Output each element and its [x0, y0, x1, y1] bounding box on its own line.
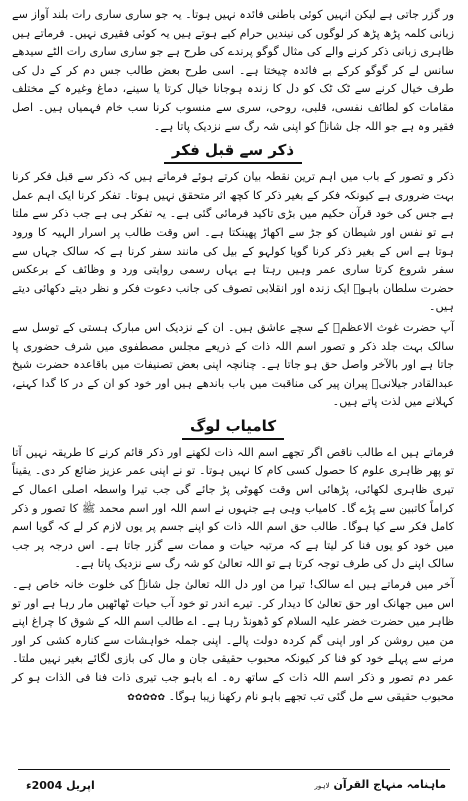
section-heading-wrapper — [12, 140, 454, 164]
footer-issue-date: اپریل 2004ء — [26, 779, 95, 792]
footer-divider — [18, 769, 450, 770]
footer-magazine-name — [315, 778, 446, 791]
section-heading-zikr-se-qabl-fikr: ذکر سے قبل فکر — [164, 140, 302, 164]
paragraph: ذکر و تصور کے باب میں اہم ترین نقطہ بیان کرتے ہوئے فرماتے ہیں کہ ذکر سے قبل فکر کرنا بہت ضروری ہے کیونکہ فکر کے بغیر ذکر کا کچھ اثر متحقق نہیں ہوتا۔ تفکر کرنا ایک اہم عمل ہے جس کی خود قرآن حکیم میں بڑی تاکید فرمائی گئی ہے۔ یہ تفکر ہی ہے جب ذکر سے ملتا ہے تو نفس اور شیطان کو جڑ سے اکھاڑ پھینکتا ہے۔ اس وقت طالب پر اسرار الہیہ کا ورود ہوتا ہے اس کے بغیر ذکر کرنا گویا کولہو کے بیل کی مانند سفر کرنا ہے کہ سالک جہاں سے سفر شروع کرتا ساری عمر وہیں رہتا ہے یہاں رسمی روایتی ورد و وظائف کے برعکس حضرت سلطان باہوؒ ایک زندہ اور انقلابی تصوف کی جانب دعوت فکر و نظر دیتے دکھائی دیتے ہیں۔ — [12, 170, 454, 314]
page-footer — [0, 767, 468, 801]
section-heading-kamyab-log: کامیاب لوگ — [182, 416, 284, 440]
paragraph: فرماتے ہیں اے طالب ناقص اگر تجھے اسم اللہ ذات لکھنے اور ذکر قائم کرنے کا طریقہ نہیں آتا تو پھر ظاہری علوم کا حصول کسی کام کا نہیں ہوتا۔ تو نے اپنی عمر عزیز ضائع کر دی۔ یقیناً تیری ظاہری لکھائی، پڑھائی اس وقت کھوٹی پڑ جائے گی جب تیرا واسطہ اصلی اعمال کے کراماً کاتبین سے پڑے گا۔ کامیاب وہی ہے جنہوں نے اسم اللہ اور اسم محمد ﷺ کا تصور و ذکر کامل فکر سے کیا ہوگا۔ طالب حق اسم اللہ ذات کو اپنے جسم پر یوں لازم کر لے کہ گویا اسم میں خود کو یوں فنا کر لیتا ہے کہ مرتبہ حیات و ممات سے گزر جاتا ہے۔ اس درجہ پر جب سالک اپنے دل کی طرف توجہ کرتا ہے تو اللہ تعالیٰ کو شہ رگ سے نزدیک پاتا ہے۔ — [12, 445, 454, 571]
end-marks: ✿✿✿✿✿ — [127, 692, 165, 703]
section-heading-wrapper — [12, 416, 454, 440]
paragraph: آپ حضرت غوث الاعظمؓ کے سچے عاشق ہیں۔ ان کے نزدیک اس مبارک ہستی کے توسل سے سالک بہت جلد ذکر و تصور اسم اللہ ذات کے ذریعے مجلس مصطفوی میں شرف حضوری پا جاتا ہے اور بالآخر واصل حق ہو جاتا ہے۔ چنانچہ اپنی بعض تصنیفات میں باقاعدہ حضرت شیخ عبدالقادر جیلانیؒ پیران پیر کی مناقبت میں باب باندھے ہیں اور خود کو ان کے در کا گدا کہنے، کہلانے میں لذت پاتے ہیں۔ — [12, 320, 454, 409]
paragraph — [12, 576, 454, 707]
paragraph-text: آخر میں فرماتے ہیں اے سالک! تیرا من اور دل اللہ تعالیٰ جل شانہٗ کی خلوت خانہ خاص ہے۔ اس میں جھانک اور حق تعالیٰ کا دیدار کر۔ تیرے اندر تو خود آب حیات ٹھاٹھیں مار رہا ہے اور تو ظاہر میں حضرت خضر علیہ السلام کو ڈھونڈ رہا ہے۔ اے طالب اسم اللہ کے شوق کا چراغ اپنے من میں روشن کر اور اپنی گم کردہ دولت پالے۔ اپنی جملہ خواہشات سے کنارہ کشی کر اور مرنے سے پہلے خود کو فنا کر کیونکہ محبوب حقیقی جان و مال کی بازی لگائے بغیر نہیں ملتا۔ عمر دم تصور و ذکر اسم اللہ ذات کے ساتھ رہ۔ اے باہو جب تیری ذات فنا فی الذات ہو کر محبوب حقیقی سے مل گئی تب تجھے باہو نام رکھنا زیبا ہوگا۔ — [12, 578, 454, 703]
magazine-title: ماہنامہ منہاج القرآن — [333, 778, 446, 791]
paragraph: ور گزر جاتی ہے لیکن انہیں کوئی باطنی فائدہ نہیں ہوتا۔ یہ جو ساری ساری رات بلند آواز سے زبانی کلمہ پڑھ پڑھ کر لوگوں کی نیندیں حرام کیے ہوتے ہیں یہ کوئی فقیری نہیں۔ فرماتے ہیں ظاہری زبانی ذکر کرنے والے کی مثال گوگو پرندے کی طرح ہے جو ساری ساری رات الٹے سیدھے سانس لے کر گوگو کرکے بے فائدہ چیختا ہے۔ اسی طرح بعض طالب جس دم کر کے دل کی طرف خیال کرنے سے ٹک ٹک کو دل کا زندہ ہوجانا خیال کرتا یا سینے، دماغ وغیرہ کے مختلف مقامات کو لطائف نفسی، قلبی، روحی، سری سے منسوب کرنا سب خام فہمیاں ہیں۔ اصل فقیر وہ ہے جو اللہ جل شانہٗ کو اپنی شہ رگ سے نزدیک پاتا ہے۔ — [12, 8, 454, 133]
magazine-city: لاہور — [314, 782, 330, 790]
